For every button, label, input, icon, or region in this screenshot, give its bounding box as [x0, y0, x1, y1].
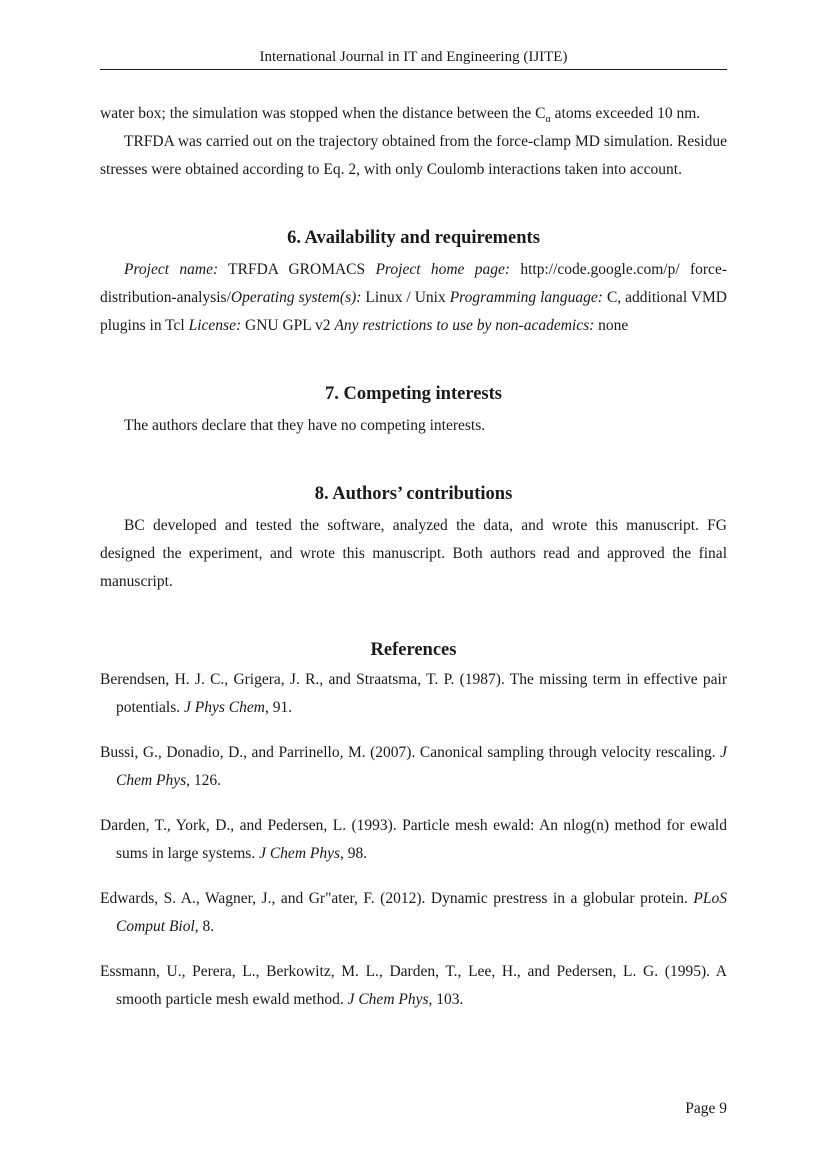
section-heading-contributions: 8. Authors’ contributions — [314, 484, 513, 504]
reference-item: Berendsen, H. J. C., Grigera, J. R., and Straatsma, T. P. (1987). The missing term in effective pair potentials. J Phys Chem, 91. — [100, 671, 727, 716]
running-header: International Journal in IT and Engineering (IJITE) — [100, 47, 727, 70]
competing-interests-paragraph: The authors declare that they have no competing interests. — [124, 417, 486, 434]
section-heading-competing-interests: 7. Competing interests — [325, 384, 502, 404]
reference-item: Essmann, U., Perera, L., Berkowitz, M. L., Darden, T., Lee, H., and Pedersen, L. G. (1995). A smooth particle mesh ewald method. J Chem Phys, 103. — [100, 963, 727, 1008]
contributions-paragraph: BC developed and tested the software, analyzed the data, and wrote this manuscript. FG designed the experiment, and wrote this manuscript. Both authors read and approved the final manuscript. — [100, 517, 727, 590]
intro-paragraph-1: water box; the simulation was stopped when the distance between the $C_\alpha$ atoms exceeded 10 nm. — [100, 105, 701, 126]
page-body — [100, 100, 727, 1031]
reference-list — [100, 666, 727, 1014]
page-number: Page 9 — [685, 1100, 727, 1117]
section-heading-availability: 6. Availability and requirements — [287, 228, 540, 248]
section-heading-references: References — [370, 640, 457, 660]
availability-paragraph: Project name: TRFDA GROMACS Project home page: http://code.google.com/p/ force-distribution-analysis/Operating system(s): Linux / Unix Programming language: C, additional VMD plugins in Tcl License: GNU GPL v2 Any restrictions to use by non-academics: none — [100, 261, 727, 334]
reference-item: Darden, T., York, D., and Pedersen, L. (1993). Particle mesh ewald: An nlog(n) method for ewald sums in large systems. J Chem Phys, 98. — [100, 817, 727, 862]
intro-paragraph-2: TRFDA was carried out on the trajectory obtained from the force-clamp MD simulation. Residue stresses were obtained according to Eq. 2, with only Coulomb interactions taken into account. — [100, 133, 727, 178]
reference-item: Edwards, S. A., Wagner, J., and Gr"ater, F. (2012). Dynamic prestress in a globular protein. PLoS Comput Biol, 8. — [100, 890, 727, 935]
reference-item: Bussi, G., Donadio, D., and Parrinello, M. (2007). Canonical sampling through velocity rescaling. J Chem Phys, 126. — [100, 744, 727, 789]
